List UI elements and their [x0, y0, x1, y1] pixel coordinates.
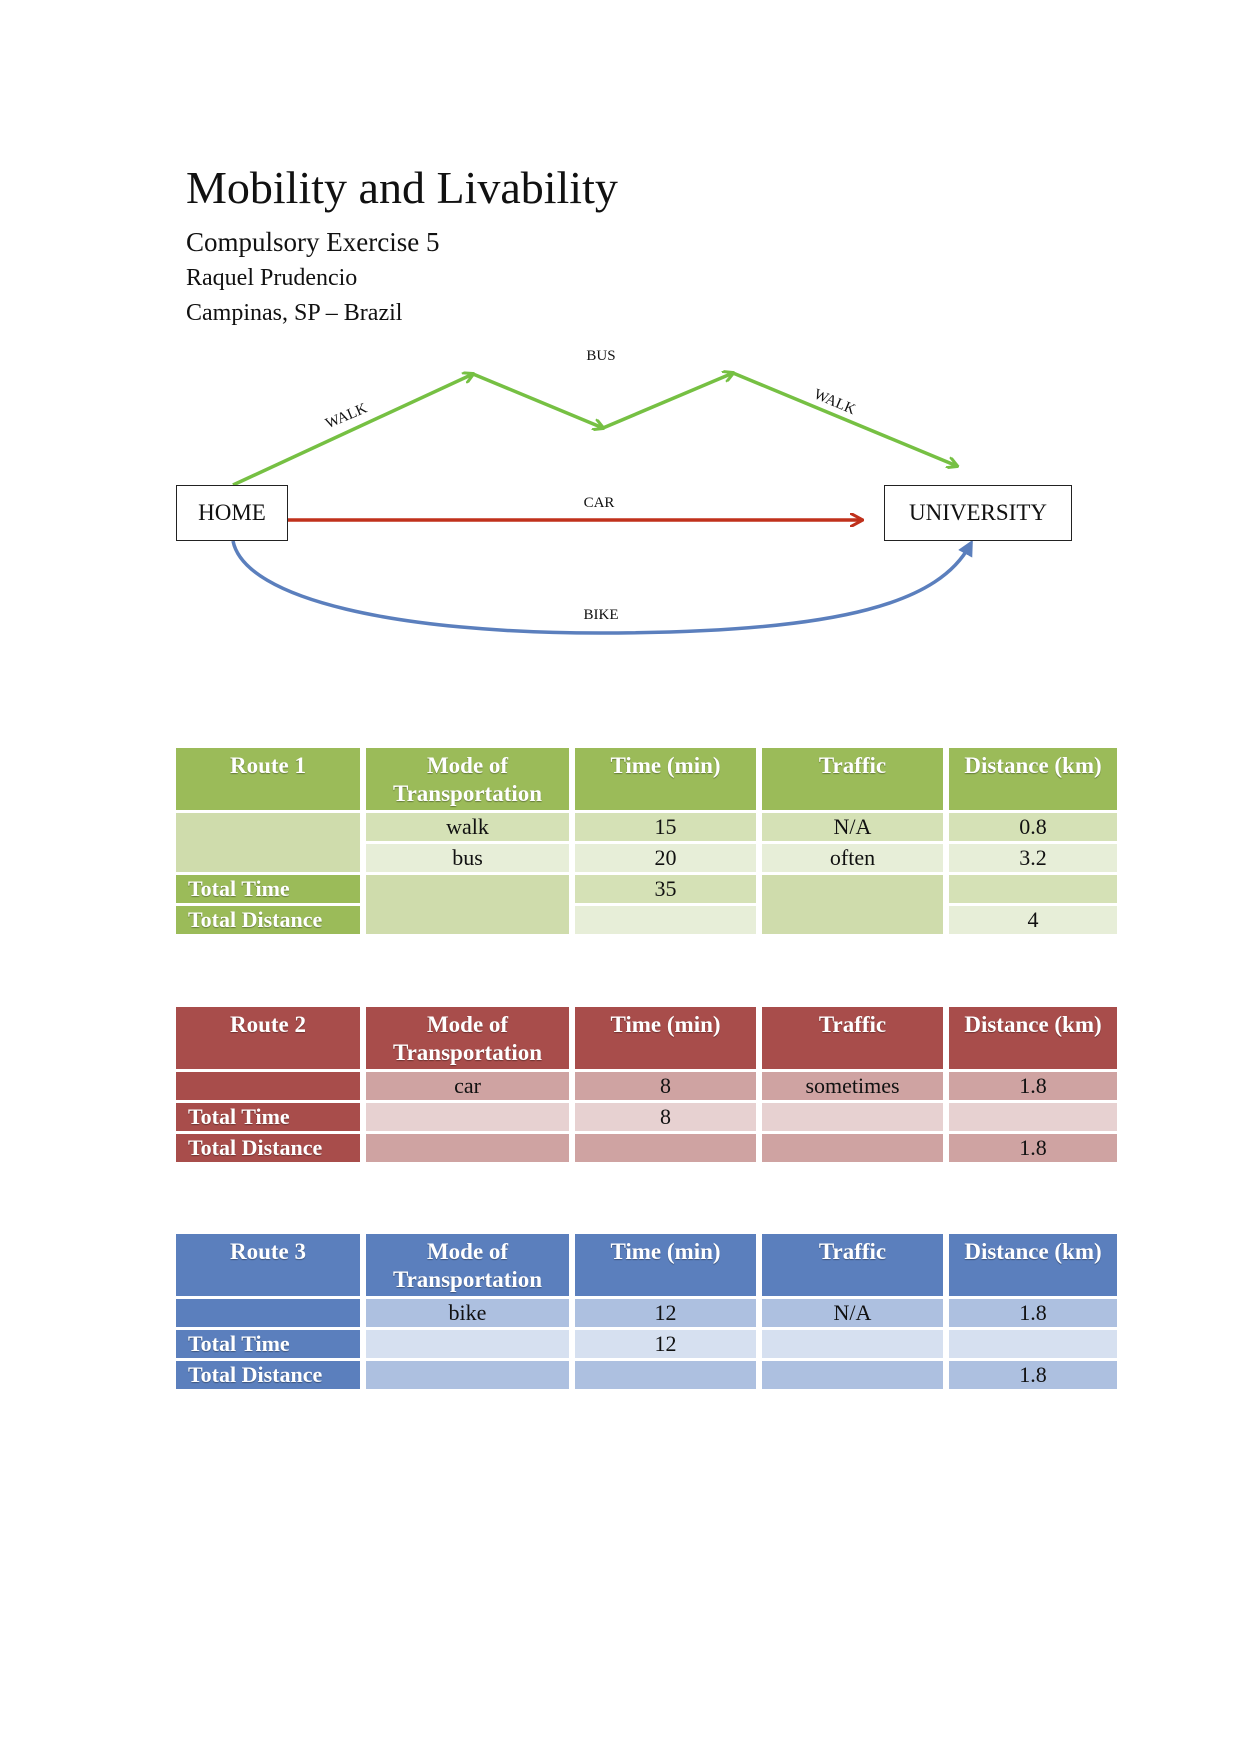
total-time-value: 35	[575, 875, 756, 903]
page-subtitle: Compulsory Exercise 5	[186, 227, 440, 257]
total-time-value: 8	[575, 1103, 756, 1131]
time-cell: 20	[575, 844, 756, 872]
total-time-label: Total Time	[176, 875, 360, 903]
total-distance-row	[176, 906, 1117, 934]
empty-cell	[575, 1361, 756, 1389]
empty-cell	[176, 1072, 360, 1100]
time-header: Time (min)	[575, 1234, 756, 1296]
distance-header: Distance (km)	[949, 1234, 1117, 1296]
empty-cell	[762, 1134, 943, 1162]
mode-header-line2: Transportation	[392, 1267, 543, 1292]
distance-cell: 0.8	[949, 813, 1117, 841]
traffic-header: Traffic	[762, 1234, 943, 1296]
empty-cell	[366, 1361, 569, 1389]
mode-header	[366, 1234, 569, 1296]
mode-cell: bus	[366, 844, 569, 872]
traffic-cell: N/A	[762, 1299, 943, 1327]
traffic-cell: sometimes	[762, 1072, 943, 1100]
total-distance-row	[176, 1361, 1117, 1389]
mode-header-line1: Mode of	[426, 1012, 509, 1037]
distance-cell: 3.2	[949, 844, 1117, 872]
bike-label: BIKE	[583, 607, 619, 623]
route-1-table	[170, 745, 1123, 937]
empty-cell	[762, 1103, 943, 1131]
car-label: CAR	[583, 495, 615, 511]
time-cell: 8	[575, 1072, 756, 1100]
total-distance-value: 4	[949, 906, 1117, 934]
empty-cell	[366, 1134, 569, 1162]
bus-arrow-up	[603, 373, 733, 428]
route-name: Route 2	[176, 1007, 360, 1069]
route-3-table	[170, 1231, 1123, 1392]
page-title: Mobility and Livability	[186, 162, 618, 213]
empty-cell	[366, 875, 569, 934]
empty-cell	[366, 1103, 569, 1131]
traffic-cell: often	[762, 844, 943, 872]
location-text: Campinas, SP – Brazil	[186, 300, 403, 326]
traffic-cell: N/A	[762, 813, 943, 841]
total-distance-label: Total Distance	[176, 1361, 360, 1389]
total-time-row	[176, 1103, 1117, 1131]
mode-cell: car	[366, 1072, 569, 1100]
home-node: HOME	[176, 485, 288, 541]
route-name: Route 1	[176, 748, 360, 810]
empty-cell	[176, 1299, 360, 1327]
empty-cell	[949, 1330, 1117, 1358]
distance-cell: 1.8	[949, 1299, 1117, 1327]
author-name: Raquel Prudencio	[186, 265, 358, 291]
total-time-label: Total Time	[176, 1103, 360, 1131]
mode-header-line1: Mode of	[426, 1239, 509, 1264]
table-header-row	[176, 1007, 1117, 1069]
empty-cell	[762, 1361, 943, 1389]
traffic-header: Traffic	[762, 748, 943, 810]
mode-header	[366, 748, 569, 810]
empty-cell	[762, 875, 943, 934]
total-time-label: Total Time	[176, 1330, 360, 1358]
empty-cell	[762, 1330, 943, 1358]
time-header: Time (min)	[575, 1007, 756, 1069]
total-time-row	[176, 875, 1117, 903]
mode-header-line1: Mode of	[426, 753, 509, 778]
mode-cell: walk	[366, 813, 569, 841]
table-header-row	[176, 1234, 1117, 1296]
time-cell: 15	[575, 813, 756, 841]
empty-cell	[575, 1134, 756, 1162]
university-node: UNIVERSITY	[884, 485, 1072, 541]
walk-label-2: WALK	[811, 386, 858, 419]
empty-cell	[176, 813, 360, 872]
mode-header	[366, 1007, 569, 1069]
distance-cell: 1.8	[949, 1072, 1117, 1100]
route-diagram	[0, 0, 1239, 700]
walk-label-1: WALK	[323, 400, 370, 433]
table-row	[176, 1072, 1117, 1100]
table-header-row	[176, 748, 1117, 810]
distance-header: Distance (km)	[949, 1007, 1117, 1069]
time-cell: 12	[575, 1299, 756, 1327]
route-2-table	[170, 1004, 1123, 1165]
total-distance-value: 1.8	[949, 1134, 1117, 1162]
route-name: Route 3	[176, 1234, 360, 1296]
mode-cell: bike	[366, 1299, 569, 1327]
bus-label: BUS	[586, 348, 616, 364]
empty-cell	[949, 1103, 1117, 1131]
mode-header-line2: Transportation	[392, 1040, 543, 1065]
empty-cell	[366, 1330, 569, 1358]
bus-arrow-down	[473, 374, 603, 428]
traffic-header: Traffic	[762, 1007, 943, 1069]
total-distance-label: Total Distance	[176, 906, 360, 934]
total-time-row	[176, 1330, 1117, 1358]
time-header: Time (min)	[575, 748, 756, 810]
walk-arrow-2	[733, 373, 957, 466]
empty-cell	[575, 906, 756, 934]
mode-header-line2: Transportation	[392, 781, 543, 806]
total-distance-value: 1.8	[949, 1361, 1117, 1389]
walk-arrow-1	[233, 374, 473, 485]
table-row	[176, 1299, 1117, 1327]
distance-header: Distance (km)	[949, 748, 1117, 810]
total-distance-row	[176, 1134, 1117, 1162]
table-row	[176, 813, 1117, 841]
total-time-value: 12	[575, 1330, 756, 1358]
empty-cell	[949, 875, 1117, 903]
total-distance-label: Total Distance	[176, 1134, 360, 1162]
